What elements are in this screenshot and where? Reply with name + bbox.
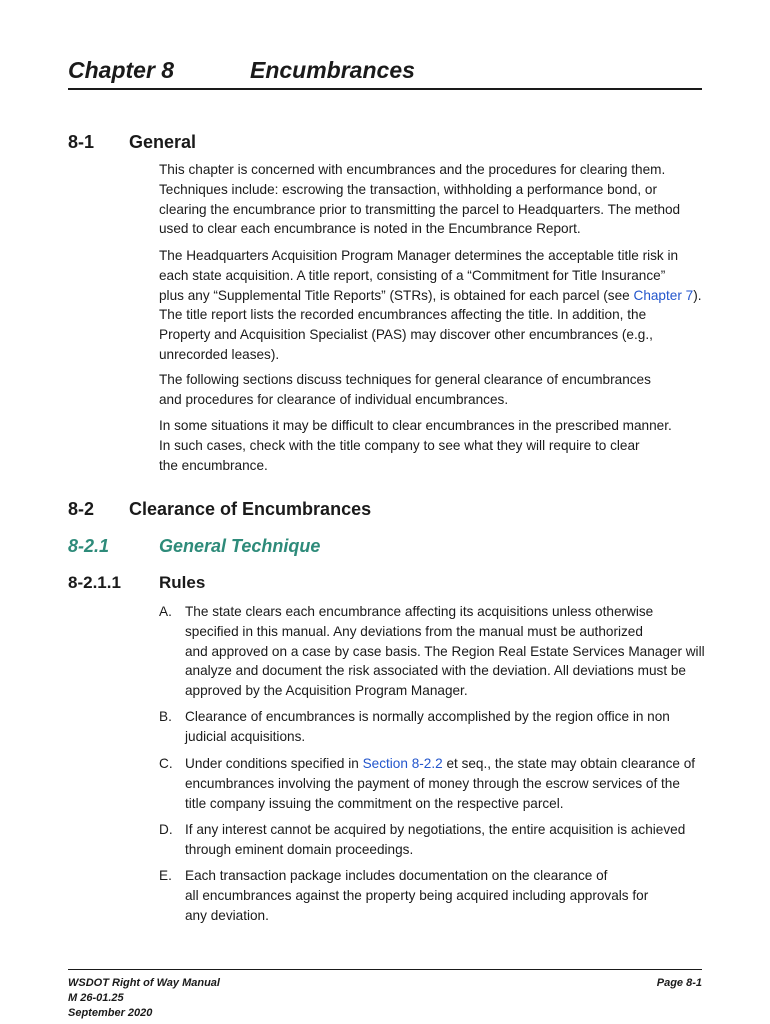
text-line: The title report lists the recorded encumbrances affecting the title. In addition, the [159, 307, 647, 323]
text-segment: ). [693, 287, 702, 303]
text-segment: et seq., the state may obtain clearance of [442, 756, 696, 771]
text-line: In such cases, check with the title company to see what they will require to clear [159, 437, 640, 453]
paragraph-3 [159, 370, 704, 410]
text-line: through eminent domain proceedings. [185, 841, 414, 857]
text-line: Clearance of encumbrances is normally accomplished by the region office in non [185, 709, 670, 724]
text-line: specified in this manual. Any deviations from the manual must be authorized [185, 623, 643, 639]
list-item-body [185, 820, 685, 860]
text-line: The Headquarters Acquisition Program Manager determines the acceptable title risk in [159, 248, 679, 263]
text-line [185, 754, 695, 774]
text-line: This chapter is concerned with encumbrances and the procedures for clearing them. [159, 162, 666, 177]
text-line: the encumbrance. [159, 457, 268, 473]
footer-left [68, 976, 220, 1021]
paragraph-1 [159, 160, 704, 239]
text-line: The following sections discuss techniques for general clearance of encumbrances [159, 372, 651, 387]
footer-date: September 2020 [68, 1007, 153, 1019]
text-line: The state clears each encumbrance affecting its acquisitions unless otherwise [185, 604, 654, 619]
text-line: each state acquisition. A title report, consisting of a “Commitment for Title Insurance” [159, 267, 666, 283]
text-line: any deviation. [185, 907, 269, 923]
list-item-body [185, 866, 648, 925]
section-number: 8-1 [68, 132, 95, 152]
text-segment: plus any “Supplemental Title Reports” (STRs), is obtained for each parcel (see [159, 287, 634, 303]
section-title: General [129, 132, 197, 152]
footer-manual-line [68, 976, 220, 1006]
section-title: Rules [159, 573, 206, 592]
section-number: 8-2.1 [68, 536, 110, 556]
paragraph-2 [159, 246, 704, 365]
text-line: clearing the encumbrance prior to transmitting the parcel to Headquarters. The method [159, 201, 681, 217]
text-line: used to clear each encumbrance is noted in the Encumbrance Report. [159, 221, 581, 237]
text-line: In some situations it may be difficult to clear encumbrances in the prescribed manner. [159, 418, 672, 433]
section-title: Clearance of Encumbrances [129, 499, 372, 519]
list-marker: C. [159, 756, 173, 771]
text-line: title company issuing the commitment on the respective parcel. [185, 795, 564, 811]
text-line: judicial acquisitions. [185, 728, 306, 744]
text-line: If any interest cannot be acquired by negotiations, the entire acquisition is achieved [185, 822, 686, 837]
chapter-title: Encumbrances [250, 57, 415, 83]
list-marker: A. [159, 604, 172, 619]
text-line: Each transaction package includes documentation on the clearance of [185, 868, 608, 883]
page-footer [68, 969, 702, 1019]
section-number: 8-2.1.1 [68, 573, 121, 592]
text-line: unrecorded leases). [159, 346, 280, 362]
footer-manual: WSDOT Right of Way Manual [68, 977, 220, 989]
text-segment: Under conditions specified in [185, 756, 363, 771]
text-line: and procedures for clearance of individual encumbrances. [159, 391, 509, 407]
list-item-body [185, 754, 695, 813]
footer-page-number: Page 8-1 [656, 977, 702, 989]
text-line: encumbrances involving the payment of money through the escrow services of the [185, 775, 680, 791]
text-line: Techniques include: escrowing the transaction, withholding a performance bond, or [159, 181, 657, 197]
text-line: and approved on a case by case basis. The Region Real Estate Services Manager will [185, 643, 705, 659]
text-line: approved by the Acquisition Program Manager. [185, 683, 468, 699]
list-marker: E. [159, 868, 172, 883]
text-line: all encumbrances against the property being acquired including approvals for [185, 887, 649, 903]
list-marker: D. [159, 822, 173, 837]
chapter-header [68, 56, 702, 90]
chapter-7-link[interactable]: Chapter 7 [633, 287, 694, 303]
section-8-2-2-link[interactable]: Section 8-2.2 [362, 756, 443, 771]
chapter-number: Chapter 8 [68, 57, 175, 83]
text-line [159, 286, 704, 306]
section-number: 8-2 [68, 499, 95, 519]
section-title: General Technique [159, 536, 321, 556]
list-item-body [185, 707, 670, 747]
text-line: analyze and document the risk associated with the deviation. All deviations must be [185, 663, 686, 679]
text-line: Property and Acquisition Specialist (PAS) may discover other encumbrances (e.g., [159, 327, 653, 343]
footer-code: M 26-01.25 [68, 992, 124, 1004]
list-marker: B. [159, 709, 172, 724]
list-item-body [185, 602, 705, 701]
paragraph-4 [159, 416, 704, 475]
